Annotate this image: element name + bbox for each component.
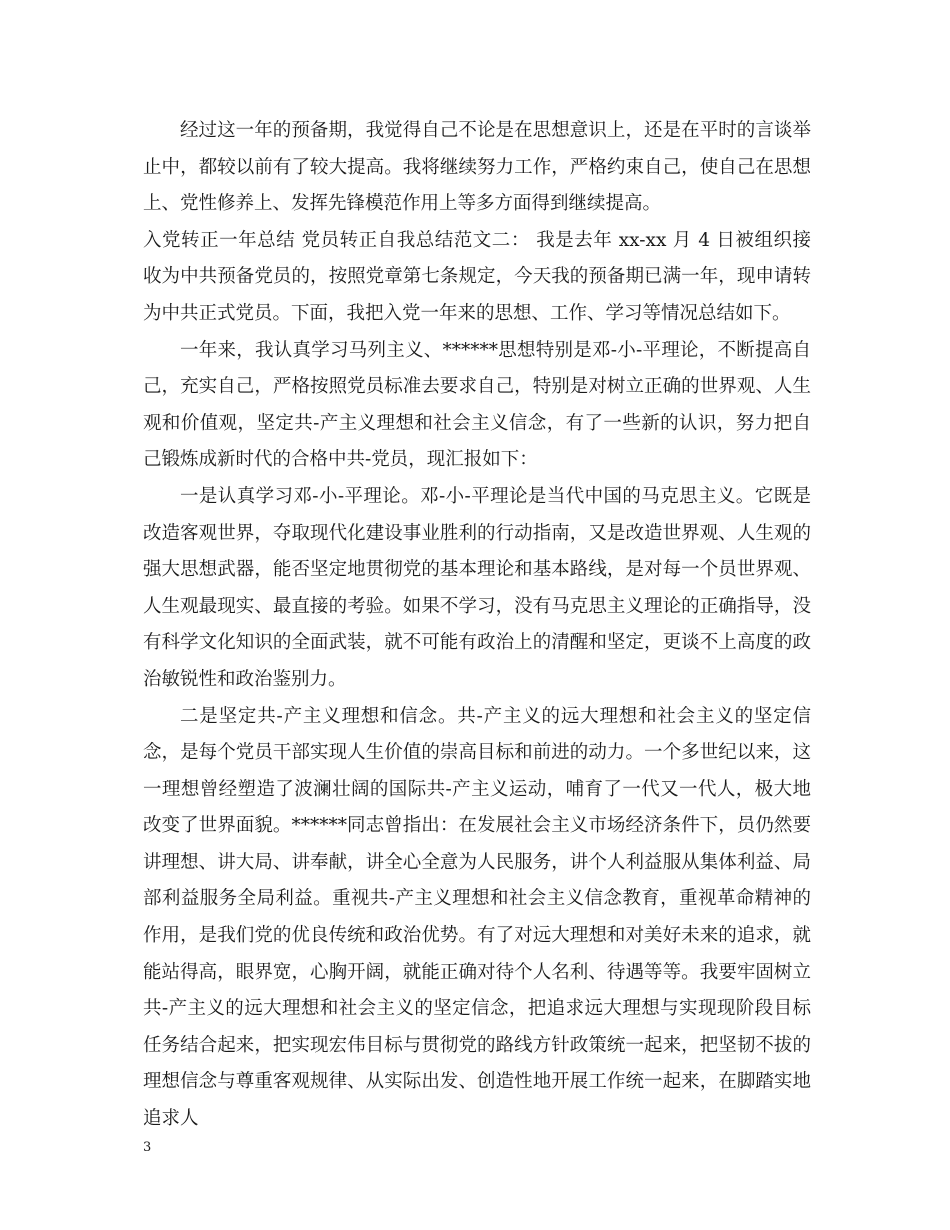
document-body [143, 113, 811, 1138]
paragraph-2: 入党转正一年总结 党员转正自我总结范文二： 我是去年 xx-xx 月 4 日被组织接收为中共预备党员的，按照党章第七条规定，今天我的预备期已满一年，现申请转为中共正式党员。下面，我把入党一年来的思想、工作、学习等情况总结如下。 [143, 229, 811, 324]
paragraph-3: 一年来，我认真学习马列主义、******思想特别是邓-小-平理论，不断提高自己，充实自己，严格按照党员标准去要求自己，特别是对树立正确的世界观、人生观和价值观，坚定共-产主义理想和社会主义信念，有了一些新的认识，努力把自己锻炼成新时代的合格中共-党员，现汇报如下： [143, 339, 811, 471]
paragraph-5: 二是坚定共-产主义理想和信念。共-产主义的远大理想和社会主义的坚定信念，是每个党员干部实现人生价值的崇高目标和前进的动力。一个多世纪以来，这一理想曾经塑造了波澜壮阔的国际共-产主义运动，哺育了一代又一代人，极大地改变了世界面貌。******同志曾指出：在发展社会主义市场经济条件下，员仍然要讲理想、讲大局、讲奉献，讲全心全意为人民服务，讲个人利益服从集体利益、局部利益服务全局利益。重视共-产主义理想和社会主义信念教育，重视革命精神的作用，是我们党的优良传统和政治优势。有了对远大理想和对美好未来的追求，就能站得高，眼界宽，心胸开阔，就能正确对待个人名利、待遇等等。我要牢固树立共-产主义的远大理想和社会主义的坚定信念，把追求远大理想与实现现阶段目标任务结合起来，把实现宏伟目标与贯彻党的路线方针政策统一起来，把坚韧不拔的理想信念与尊重客观规律、从实际出发、创造性地开展工作统一起来，在脚踏实地追求人 [143, 705, 811, 1130]
page-number: 3 [143, 1140, 152, 1155]
paragraph-4: 一是认真学习邓-小-平理论。邓-小-平理论是当代中国的马克思主义。它既是改造客观世界，夺取现代化建设事业胜利的行动指南，又是改造世界观、人生观的强大思想武器，能否坚定地贯彻党的基本理论和基本路线，是对每一个员世界观、人生观最现实、最直接的考验。如果不学习，没有马克思主义理论的正确指导，没有科学文化知识的全面武装，就不可能有政治上的清醒和坚定，更谈不上高度的政治敏锐性和政治鉴别力。 [143, 485, 811, 690]
paragraph-1: 经过这一年的预备期，我觉得自己不论是在思想意识上，还是在平时的言谈举止中，都较以前有了较大提高。我将继续努力工作，严格约束自己，使自己在思想上、党性修养上、发挥先锋模范作用上等多方面得到继续提高。 [143, 120, 811, 215]
